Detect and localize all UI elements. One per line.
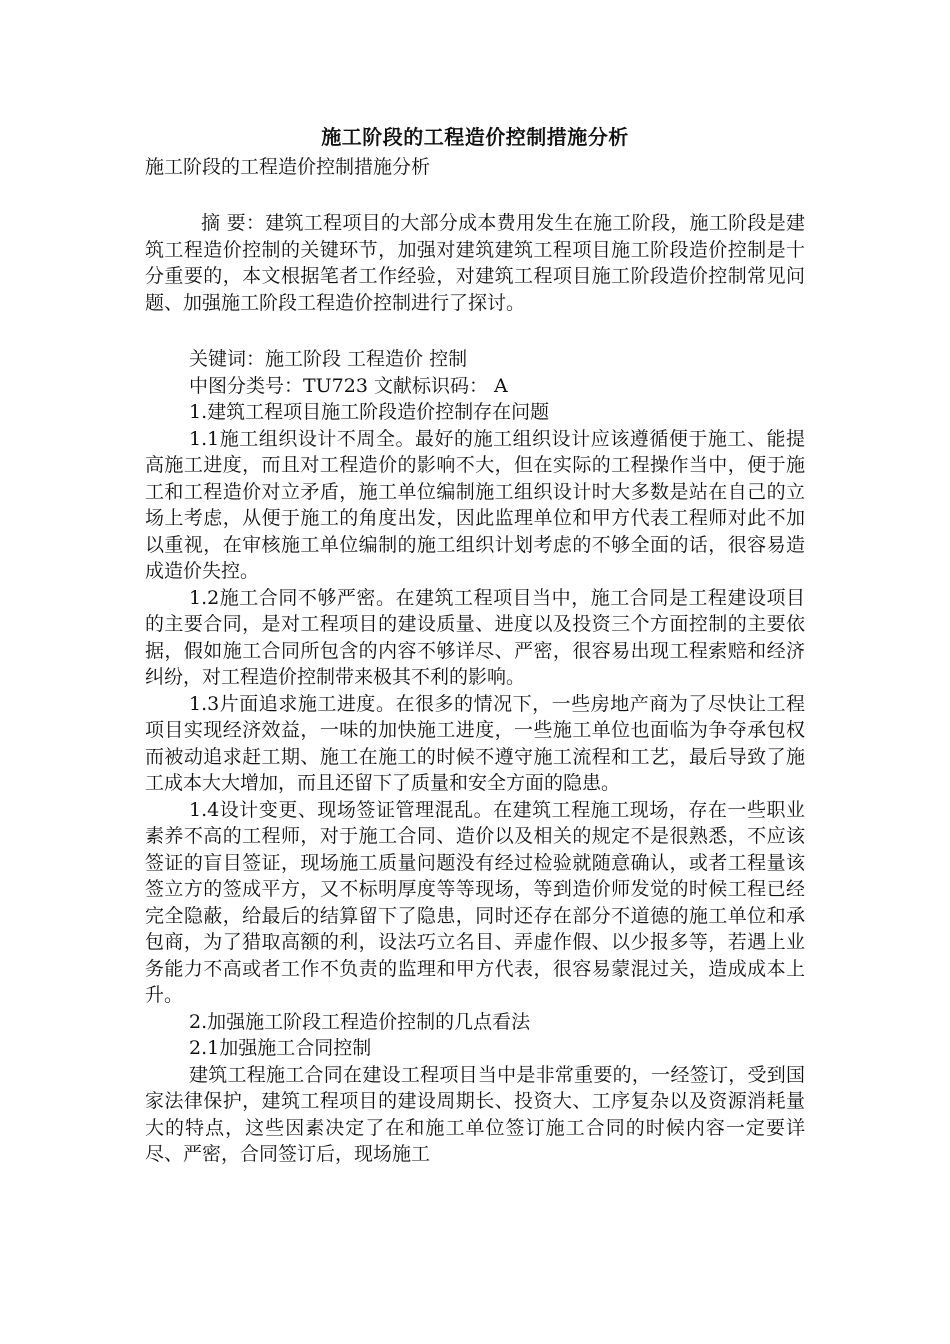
section-1-heading: 1.建筑工程项目施工阶段造价控制存在问题 <box>189 401 550 423</box>
document-page <box>145 122 805 1168</box>
paragraph-2-1: 建筑工程施工合同在建设工程项目当中是非常重要的，一经签订，受到国家法律保护，建筑工程项目的建设周期长、投资大、工序复杂以及资源消耗量大的特点，这些因素决定了在和施工单位签订施工合同的时候内容一定要详尽、严密，合同签订后，现场施工 <box>145 1063 805 1165</box>
document-subtitle: 施工阶段的工程造价控制措施分析 <box>145 156 431 178</box>
section-2-1-heading: 2.1加强施工合同控制 <box>189 1037 372 1059</box>
keywords-line: 关键词：施工阶段 工程造价 控制 <box>189 348 468 370</box>
paragraph-1-1: 1.1施工组织设计不周全。最好的施工组织设计应该遵循便于施工、能提高施工进度，而且对工程造价的影响不大，但在实际的工程操作当中，便于施工和工程造价对立矛盾，施工单位编制施工组织设计时大多数是站在自己的立场上考虑，从便于施工的角度出发，因此监理单位和甲方代表工程师对此不加以重视，在审核施工单位编制的施工组织计划考虑的不够全面的话，很容易造成造价失控。 <box>145 427 805 582</box>
paragraph-1-2: 1.2施工合同不够严密。在建筑工程项目当中，施工合同是工程建设项目的主要合同，是对工程项目的建设质量、进度以及投资三个方面控制的主要依据，假如施工合同所包含的内容不够详尽、严密，很容易出现工程索赔和经济纠纷，对工程造价控制带来极其不利的影响。 <box>145 586 805 688</box>
paragraph-1-3: 1.3片面追求施工进度。在很多的情况下，一些房地产商为了尽快让工程项目实现经济效益，一味的加快施工进度，一些施工单位也面临为争夺承包权而被动追求赶工期、施工在施工的时候不遵守施工流程和工艺，最后导致了施工成本大大增加，而且还留下了质量和安全方面的隐患。 <box>145 692 805 794</box>
abstract-paragraph: 摘 要：建筑工程项目的大部分成本费用发生在施工阶段，施工阶段是建筑工程造价控制的关键环节，加强对建筑建筑工程项目施工阶段造价控制是十分重要的，本文根据笔者工作经验，对建筑工程项目施工阶段造价控制常见问题、加强施工阶段工程造价控制进行了探讨。 <box>145 212 805 314</box>
section-2-heading: 2.加强施工阶段工程造价控制的几点看法 <box>189 1010 531 1033</box>
classification-line: 中图分类号：TU723 文献标识码： A <box>189 374 508 397</box>
document-title: 施工阶段的工程造价控制措施分析 <box>321 125 629 149</box>
paragraph-1-4: 1.4设计变更、现场签证管理混乱。在建筑工程施工现场，存在一些职业素养不高的工程师，对于施工合同、造价以及相关的规定不是很熟悉，不应该签证的盲目签证，现场施工质量问题没有经过检验就随意确认，或者工程量该签立方的签成平方，又不标明厚度等等现场，等到造价师发觉的时候工程已经完全隐蔽，给最后的结算留下了隐患，同时还存在部分不道德的施工单位和承包商，为了猎取高额的利，设法巧立名目、弄虚作假、以少报多等，若遇上业务能力不高或者工作不负责的监理和甲方代表，很容易蒙混过关，造成成本上升。 <box>145 798 805 1006</box>
